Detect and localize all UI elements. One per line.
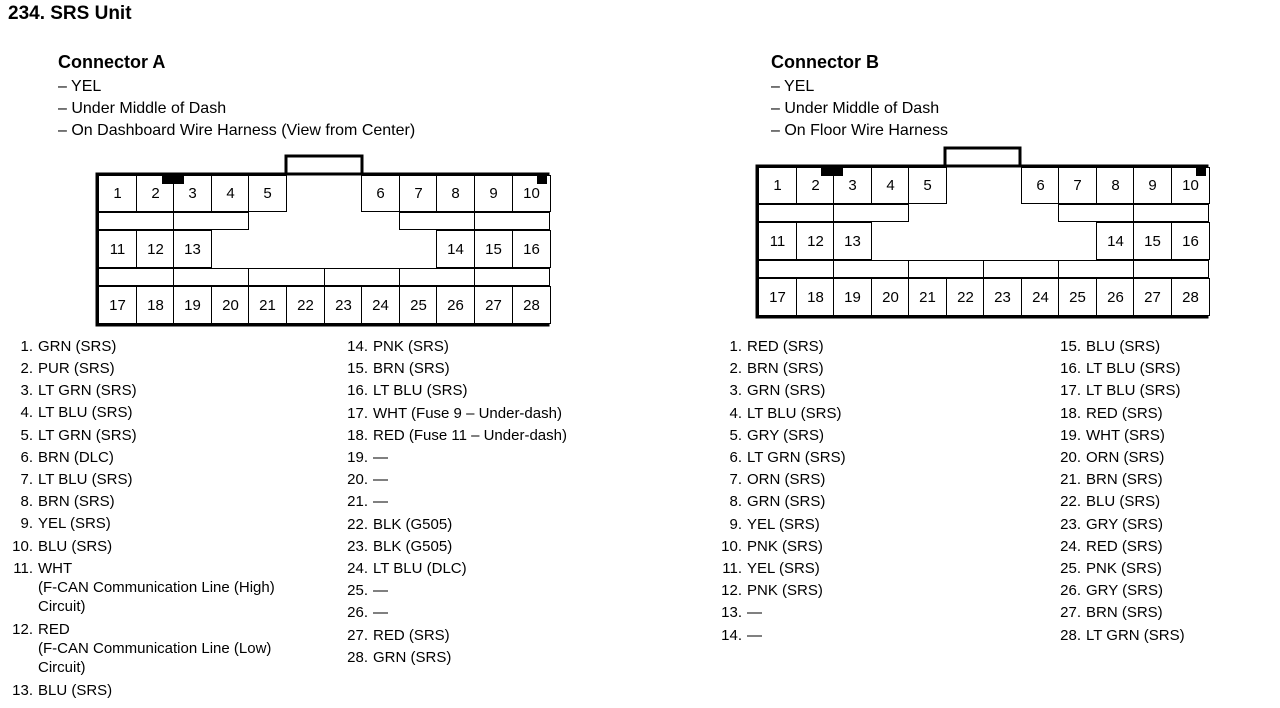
pin-number: 2.	[729, 360, 742, 378]
pin-number: 25.	[347, 582, 368, 600]
pin-wire-description: LT BLU (SRS)	[38, 404, 133, 421]
connector-a-pin-desc-22	[343, 514, 452, 536]
pin-number: 27.	[347, 626, 368, 644]
pin-wire-description: BRN (DLC)	[38, 449, 114, 466]
connector-a-pin-16: 16	[512, 230, 551, 268]
pin-wire-description: PNK (SRS)	[1086, 560, 1162, 577]
pin-wire-description: —	[373, 582, 388, 600]
pin-wire-description: —	[373, 449, 388, 466]
pin-number: 18.	[347, 426, 368, 444]
pin-number: 13.	[721, 604, 742, 622]
connector-b-pin-desc-6	[717, 447, 846, 469]
connector-a-pin-desc-20	[343, 469, 388, 491]
pin-wire-description: YEL (SRS)	[747, 515, 820, 533]
pin-wire-description: GRN (SRS)	[38, 338, 117, 355]
connector-b-pin-28: 28	[1171, 278, 1210, 316]
connector-b-pin-2: 2	[796, 167, 835, 204]
connector-a-pin-26: 26	[436, 286, 475, 324]
pin-wire-description: BRN (SRS)	[1086, 604, 1163, 622]
pin-number: 12.	[721, 582, 742, 600]
connector-b-pin-6: 6	[1021, 167, 1060, 204]
connector-b-spacer-2	[833, 204, 909, 222]
connector-b-pin-desc-14	[717, 625, 762, 647]
pin-number: 22.	[1060, 493, 1081, 511]
connector-b-location: – Under Middle of Dash	[771, 100, 940, 117]
connector-b-pin-3: 3	[833, 167, 872, 204]
connector-b-spacer-6	[833, 260, 909, 278]
connector-a-spacer-2	[173, 212, 249, 230]
pin-number: 25.	[1060, 560, 1081, 577]
connector-b-pin-27: 27	[1133, 278, 1172, 316]
pin-wire-description: LT GRN (SRS)	[747, 449, 846, 466]
pin-wire-description: YEL (SRS)	[747, 560, 820, 577]
pin-wire-description: LT BLU (SRS)	[747, 404, 842, 422]
connector-a-spacer-10	[474, 268, 550, 286]
connector-b-pin-4: 4	[871, 167, 910, 204]
connector-b-pin-26: 26	[1096, 278, 1135, 316]
pin-number: 13.	[12, 682, 33, 699]
pin-wire-description: PNK (SRS)	[747, 582, 823, 600]
pin-number: 5.	[20, 427, 33, 444]
pin-wire-description: BLK (G505)	[373, 537, 453, 555]
connector-a-pin-desc-7	[8, 469, 132, 491]
connector-a-location: – Under Middle of Dash	[58, 100, 227, 117]
connector-b-pin-17: 17	[758, 278, 797, 316]
pin-number: 20.	[347, 471, 368, 489]
pin-number: 7.	[20, 471, 33, 488]
pin-number: 9.	[20, 515, 33, 532]
pin-wire-description: LT BLU (SRS)	[38, 471, 133, 488]
connector-b-pin-9: 9	[1133, 167, 1172, 204]
pin-wire-description: YEL (SRS)	[38, 515, 111, 532]
connector-a-pin-desc-1	[8, 336, 116, 358]
connector-a-pin-12: 12	[136, 230, 175, 268]
pin-wire-description: LT BLU (SRS)	[1086, 360, 1181, 378]
connector-a-pin-28: 28	[512, 286, 551, 324]
pin-number: 8.	[20, 493, 33, 510]
connector-a-pin-9: 9	[474, 175, 513, 212]
pin-wire-description: BLU (SRS)	[38, 538, 113, 555]
pin-wire-description: BRN (SRS)	[373, 360, 450, 378]
pin-wire-description: WHT (Fuse 9 – Under-dash)	[373, 404, 562, 422]
pin-wire-description: LT GRN (SRS)	[1086, 626, 1185, 644]
connector-b-pin-7: 7	[1058, 167, 1097, 204]
pin-wire-note: (F-CAN Communication Line (High)	[38, 579, 275, 596]
pin-number: 24.	[347, 560, 368, 577]
connector-b-pin-desc-24	[1056, 536, 1163, 558]
connector-a-pin-15: 15	[474, 230, 513, 268]
connector-a-pin-7: 7	[399, 175, 438, 212]
connector-b-pin-desc-4	[717, 403, 841, 425]
pin-wire-description: RED (SRS)	[1086, 537, 1163, 555]
connector-a-pin-6: 6	[361, 175, 400, 212]
connector-a-pin-21: 21	[248, 286, 287, 324]
connector-b-pin-desc-12	[717, 580, 823, 602]
connector-a-shorting-dot-2a	[180, 218, 186, 224]
pin-wire-description: PNK (SRS)	[373, 338, 449, 355]
pin-number: 22.	[347, 515, 368, 533]
connector-a-pin-desc-14	[343, 336, 449, 358]
connector-b-pin-desc-25	[1056, 558, 1162, 580]
pin-number: 16.	[347, 382, 368, 400]
connector-a-harness: – On Dashboard Wire Harness (View from Center)	[58, 122, 416, 139]
connector-b-pin-20: 20	[871, 278, 910, 316]
connector-b-pin-desc-3	[717, 380, 825, 402]
pin-wire-description: —	[373, 471, 388, 489]
connector-b-color: – YEL	[771, 78, 815, 95]
connector-b-pin-desc-20	[1056, 447, 1164, 469]
connector-b-pin-8: 8	[1096, 167, 1135, 204]
connector-a-pin-desc-4	[8, 402, 132, 424]
connector-a-pin-desc-3	[8, 380, 137, 402]
connector-a-shorting-dot-3a	[405, 218, 411, 224]
connector-a-pin-14: 14	[436, 230, 475, 268]
pin-wire-description: ORN (SRS)	[747, 471, 826, 489]
pin-wire-description: LT BLU (SRS)	[1086, 382, 1181, 400]
connector-b-pin-desc-16	[1056, 358, 1180, 380]
connector-b-pin-19: 19	[833, 278, 872, 316]
connector-b-shorting-dot-3b	[1121, 266, 1127, 272]
connector-b-shorting-dot-1b	[971, 266, 977, 272]
pin-wire-description: —	[373, 604, 388, 622]
connector-b-pin-22: 22	[946, 278, 985, 316]
pin-wire-note: (F-CAN Communication Line (Low)	[38, 640, 272, 657]
pin-number: 1.	[20, 338, 33, 355]
connector-b-pin-desc-19	[1056, 425, 1165, 447]
connector-b-shorting-dot-3a	[1063, 266, 1069, 272]
connector-a-pin-desc-28	[343, 647, 451, 669]
pin-number: 28.	[347, 648, 368, 666]
pin-wire-description: GRN (SRS)	[373, 648, 452, 666]
connector-a-pin-18: 18	[136, 286, 175, 324]
connector-b-shorting-dot-1a	[913, 266, 919, 272]
connector-a-pin-desc-11	[8, 558, 72, 580]
connector-a-pin-2: 2	[136, 175, 175, 212]
connector-b-pin-18: 18	[796, 278, 835, 316]
pin-number: 16.	[1060, 360, 1081, 378]
connector-a-shorting-dot-4a	[478, 218, 484, 224]
connector-a-spacer-7	[248, 268, 325, 286]
pin-wire-description: LT BLU (DLC)	[373, 560, 467, 577]
connector-a-pin-desc-5	[8, 425, 137, 447]
pin-wire-description: GRY (SRS)	[1086, 515, 1163, 533]
connector-a-shorting-dot-3b	[463, 218, 469, 224]
connector-a-pin-desc-15	[343, 358, 450, 380]
connector-b-pin-15: 15	[1133, 222, 1172, 260]
pin-number: 19.	[347, 449, 368, 466]
pin-number: 11.	[722, 560, 742, 577]
pin-number: 28.	[1060, 626, 1081, 644]
connector-a-pin-desc-2	[8, 358, 115, 380]
connector-a-pin-24: 24	[361, 286, 400, 324]
pin-number: 2.	[20, 360, 33, 377]
connector-a-pin-desc-6	[8, 447, 114, 469]
connector-a-spacer-4	[474, 212, 550, 230]
connector-a-shorting-dot-1b	[163, 218, 169, 224]
connector-b-pin-12: 12	[796, 222, 835, 260]
pin-wire-description: —	[747, 604, 762, 622]
connector-b-pin-desc-11	[717, 558, 820, 580]
connector-a-pin-17: 17	[98, 286, 137, 324]
pin-number: 18.	[1060, 404, 1081, 422]
connector-a-pin-11: 11	[98, 230, 137, 268]
connector-b-pin-1: 1	[758, 167, 797, 204]
pin-number: 17.	[1060, 382, 1081, 400]
connector-b-key-block	[821, 166, 843, 176]
connector-b-pin-desc-7	[717, 469, 825, 491]
connector-b-spacer-3	[1058, 204, 1134, 222]
pin-number: 17.	[347, 404, 368, 422]
pin-wire-description: GRY (SRS)	[747, 426, 824, 444]
connector-b-pin-13: 13	[833, 222, 872, 260]
connector-b-shorting-dot-4b	[1196, 266, 1202, 272]
pin-number: 15.	[1060, 338, 1081, 355]
connector-a-pin-desc-25	[343, 580, 388, 602]
connector-a-pin-desc-23	[343, 536, 452, 558]
pin-number: 26.	[347, 604, 368, 622]
connector-a-pin-desc-12	[8, 619, 70, 641]
connector-b-pin-desc-17	[1056, 380, 1180, 402]
connector-a-pin-22: 22	[286, 286, 325, 324]
pin-wire-note: Circuit)	[38, 659, 86, 676]
connector-b-spacer-4	[1133, 204, 1209, 222]
connector-a-pin-4: 4	[211, 175, 250, 212]
connector-a-spacer-8	[324, 268, 400, 286]
connector-a-pin-desc-10	[8, 536, 112, 558]
pin-wire-description: BRN (SRS)	[747, 360, 824, 378]
connector-a-pin-10: 10	[512, 175, 551, 212]
connector-b-pin-24: 24	[1021, 278, 1060, 316]
connector-a-pin-23: 23	[324, 286, 363, 324]
connector-a-pin-19: 19	[173, 286, 212, 324]
connector-a-color: – YEL	[58, 78, 102, 95]
connector-b-pin-desc-28	[1056, 625, 1185, 647]
pin-number: 11.	[13, 560, 33, 577]
pin-wire-description: BLU (SRS)	[1086, 338, 1161, 355]
connector-b-pin-desc-5	[717, 425, 824, 447]
pin-wire-description: BLU (SRS)	[1086, 493, 1161, 511]
pin-wire-description: PNK (SRS)	[747, 537, 823, 555]
pin-wire-description: GRN (SRS)	[747, 382, 826, 400]
pin-wire-note: Circuit)	[38, 598, 86, 615]
pin-number: 27.	[1060, 604, 1081, 622]
connector-a-pin-desc-8	[8, 491, 115, 513]
connector-b-pin-desc-26	[1056, 580, 1163, 602]
connector-b-pin-16: 16	[1171, 222, 1210, 260]
pin-wire-description: WHT (SRS)	[1086, 426, 1165, 444]
connector-b-spacer-9	[1058, 260, 1134, 278]
pin-number: 9.	[729, 515, 742, 533]
connector-b-pin-desc-15	[1056, 336, 1160, 358]
connector-b-title: Connector B	[771, 52, 879, 72]
pin-wire-description: PUR (SRS)	[38, 360, 115, 377]
connector-a-pin-desc-17	[343, 403, 562, 425]
connector-b-pin-11: 11	[758, 222, 797, 260]
pin-number: 21.	[1060, 471, 1081, 489]
pin-wire-description: ORN (SRS)	[1086, 449, 1165, 466]
connector-a-pin-27: 27	[474, 286, 513, 324]
pin-number: 14.	[347, 338, 368, 355]
pin-number: 4.	[729, 404, 742, 422]
pin-wire-description: LT BLU (SRS)	[373, 382, 468, 400]
connector-a-pin-5: 5	[248, 175, 287, 212]
connector-a-pin-1: 1	[98, 175, 137, 212]
connector-b-harness: – On Floor Wire Harness	[771, 122, 948, 139]
connector-b-pin-desc-13	[717, 602, 762, 624]
pin-number: 26.	[1060, 582, 1081, 600]
connector-a-pin-20: 20	[211, 286, 250, 324]
connector-a-pin-desc-21	[343, 491, 388, 513]
pin-number: 5.	[729, 426, 742, 444]
connector-b-spacer-1	[758, 204, 834, 222]
connector-a-pin-desc-18	[343, 425, 567, 447]
pin-number: 3.	[729, 382, 742, 400]
connector-b-pin-desc-23	[1056, 514, 1163, 536]
pin-number: 3.	[20, 382, 33, 399]
connector-a-pin-desc-13	[8, 680, 112, 702]
pin-number: 15.	[347, 360, 368, 378]
pin-number: 6.	[729, 449, 742, 466]
connector-b-pin-desc-21	[1056, 469, 1163, 491]
connector-b-pin-desc-27	[1056, 602, 1163, 624]
connector-a-spacer-5	[98, 268, 174, 286]
connector-a-pin-8: 8	[436, 175, 475, 212]
pin-wire-description: —	[373, 493, 388, 511]
pin-wire-description: BLK (G505)	[373, 515, 453, 533]
pin-number: 23.	[1060, 515, 1081, 533]
connector-a-pin-25: 25	[399, 286, 438, 324]
connector-b-spacer-5	[758, 260, 834, 278]
pin-number: 21.	[347, 493, 368, 511]
connector-a-key-block	[162, 174, 184, 184]
connector-b-corner-key	[1196, 166, 1206, 176]
connector-b-pin-23: 23	[983, 278, 1022, 316]
pin-wire-description: LT GRN (SRS)	[38, 382, 137, 399]
connector-a-spacer-3	[399, 212, 475, 230]
pin-number: 10.	[721, 537, 742, 555]
pin-number: 24.	[1060, 537, 1081, 555]
pin-wire-description: GRN (SRS)	[747, 493, 826, 511]
pin-number: 10.	[12, 538, 33, 555]
connector-a-shorting-dot-4b	[537, 218, 543, 224]
pin-wire-description: RED (SRS)	[373, 626, 450, 644]
connector-b-shorting-dot-2a	[988, 266, 994, 272]
connector-b-shorting-dot-2b	[1046, 266, 1052, 272]
connector-a-shorting-dot-1a	[104, 218, 110, 224]
connector-a-pin-desc-24	[343, 558, 467, 580]
connector-a-pin-desc-27	[343, 625, 450, 647]
pin-wire-description: GRY (SRS)	[1086, 582, 1163, 600]
pin-number: 14.	[721, 626, 742, 644]
pin-number: 4.	[20, 404, 33, 421]
connector-b-pin-desc-18	[1056, 403, 1163, 425]
pin-wire-description: BRN (SRS)	[38, 493, 115, 510]
connector-a-pin-3: 3	[173, 175, 212, 212]
connector-a-spacer-9	[399, 268, 475, 286]
connector-b-pin-5: 5	[908, 167, 947, 204]
pin-wire-description: LT GRN (SRS)	[38, 427, 137, 444]
connector-a-title: Connector A	[58, 52, 166, 72]
connector-b-spacer-7	[908, 260, 984, 278]
connector-a-corner-key	[537, 174, 547, 184]
pin-number: 7.	[729, 471, 742, 489]
pin-wire-description: BRN (SRS)	[1086, 471, 1163, 489]
connector-b-pin-21: 21	[908, 278, 947, 316]
pin-wire-description: RED (SRS)	[1086, 404, 1163, 422]
pin-wire-description: RED (SRS)	[747, 338, 824, 355]
connector-b-shorting-dot-4a	[1138, 266, 1144, 272]
connector-b-pin-desc-8	[717, 491, 825, 513]
pin-wire-description: RED	[38, 621, 70, 638]
pin-number: 6.	[20, 449, 33, 466]
pin-wire-description: RED (Fuse 11 – Under-dash)	[373, 426, 567, 444]
pin-number: 23.	[347, 537, 368, 555]
connector-a-pin-desc-9	[8, 513, 111, 535]
connector-a-pin-desc-19	[343, 447, 388, 469]
pin-number: 1.	[729, 338, 742, 355]
connector-b-spacer-10	[1133, 260, 1209, 278]
pin-wire-description: WHT	[38, 560, 73, 577]
connector-a-pin-13: 13	[173, 230, 212, 268]
connector-b-pin-25: 25	[1058, 278, 1097, 316]
connector-b-pin-desc-2	[717, 358, 824, 380]
pin-number: 12.	[12, 621, 33, 638]
connector-b-pin-14: 14	[1096, 222, 1135, 260]
connector-a-spacer-6	[173, 268, 249, 286]
connector-b-pin-desc-9	[717, 514, 820, 536]
connector-b-spacer-8	[983, 260, 1059, 278]
connector-a-pin-desc-16	[343, 380, 467, 402]
page-title: 234. SRS Unit	[8, 3, 132, 24]
connector-b-pin-10: 10	[1171, 167, 1210, 204]
pin-number: 19.	[1060, 426, 1081, 444]
pin-wire-description: —	[747, 626, 762, 644]
connector-b-pin-desc-22	[1056, 491, 1160, 513]
connector-a-shorting-dot-2b	[237, 218, 243, 224]
pin-wire-description: BLU (SRS)	[38, 682, 113, 699]
connector-b-pin-desc-10	[717, 536, 823, 558]
connector-b-pin-desc-1	[717, 336, 824, 358]
pin-number: 8.	[729, 493, 742, 511]
connector-a-spacer-1	[98, 212, 174, 230]
connector-a-pin-desc-26	[343, 602, 388, 624]
pin-number: 20.	[1060, 449, 1081, 466]
